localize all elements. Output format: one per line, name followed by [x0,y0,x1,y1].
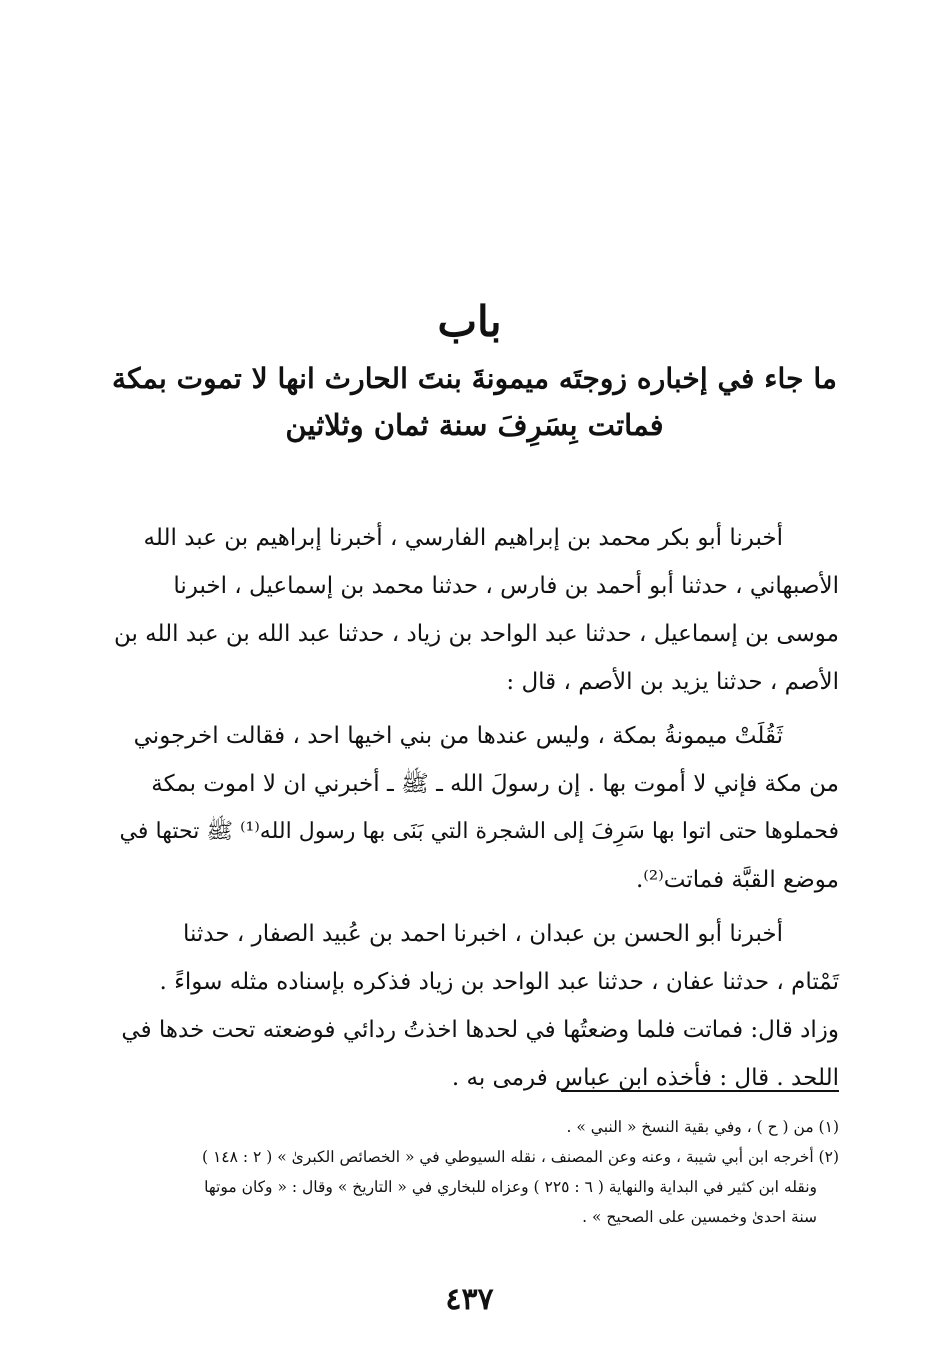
chapter-heading: باب [437,297,502,346]
text-line: من مكة فإني لا أموت بها . إن رسولَ الله ـ ﷺ ـ أخبرني ان لا اموت بمكة [151,771,839,797]
footnote-line: سنة احدىٰ وخمسين على الصحيح » . [582,1208,817,1226]
text-line: الأصم ، حدثنا يزيد بن الأصم ، قال : [506,669,839,695]
footnote-line: ونقله ابن كثير في البداية والنهاية ( ٦ : ٢٢٥ ) وعزاه للبخاري في « التاريخ » وقال : « وكان موتها [204,1178,817,1196]
text-line: تَمْتام ، حدثنا عفان ، حدثنا عبد الواحد بن زياد فذكره بإسناده مثله سواءً . [159,969,839,995]
text-line: أخبرنا أبو بكر محمد بن إبراهيم الفارسي ، أخبرنا إبراهيم بن عبد الله [143,525,783,551]
footnote-2 [112,1142,839,1232]
paragraph-isnad-1 [112,514,839,706]
text-line: وزاد قال: فماتت فلما وضعتُها في لحدها اخذتُ ردائي فوضعته تحت خدها في [121,1017,839,1043]
text-line: الأصبهاني ، حدثنا أبو أحمد بن فارس ، حدثنا محمد بن إسماعيل ، اخبرنا [173,573,839,599]
main-text [112,514,839,1102]
text-line: موضع القبَّة فماتت⁽²⁾. [635,867,839,893]
text-line: موسى بن إسماعيل ، حدثنا عبد الواحد بن زياد ، حدثنا عبد الله بن عبد الله بن [113,621,839,647]
text-line: أخبرنا أبو الحسن بن عبدان ، اخبرنا احمد بن عُبيد الصفار ، حدثنا [182,921,783,947]
paragraph-matn [112,712,839,904]
text-line: ثَقُلَتْ ميمونةُ بمكة ، وليس عندها من بني اخيها احد ، فقالت اخرجوني [133,723,783,749]
text-line: فحملوها حتى اتوا بها سَرِفَ إلى الشجرة التي بَنَى بها رسول الله⁽¹⁾ ﷺ تحتها في [119,819,839,844]
chapter-title-line: فماتت بِسَرِفَ سنة ثمان وثلاثين [285,408,664,442]
footnote-line: (١) من ( ح ) ، وفي بقية النسخ « النبي » . [566,1118,839,1136]
footnotes [112,1112,839,1232]
footnote-separator [561,1090,839,1092]
chapter-title-line: ما جاء في إخباره زوجتَه ميمونةَ بنتَ الحارث انها لا تموت بمكة [111,362,838,395]
chapter-title [108,356,841,448]
footnote-1 [112,1112,839,1142]
page-number: ٤٣٧ [445,1282,494,1317]
paragraph-isnad-2 [112,910,839,1102]
text-line: اللحد . قال : فأخذه ابن عباس فرمى به . [451,1065,839,1091]
footnote-line: (٢) أخرجه ابن أبي شيبة ، وعنه وعن المصنف ، نقله السيوطي في « الخصائص الكبرىٰ » ( ٢ : ١٤٨ ) [201,1148,839,1166]
